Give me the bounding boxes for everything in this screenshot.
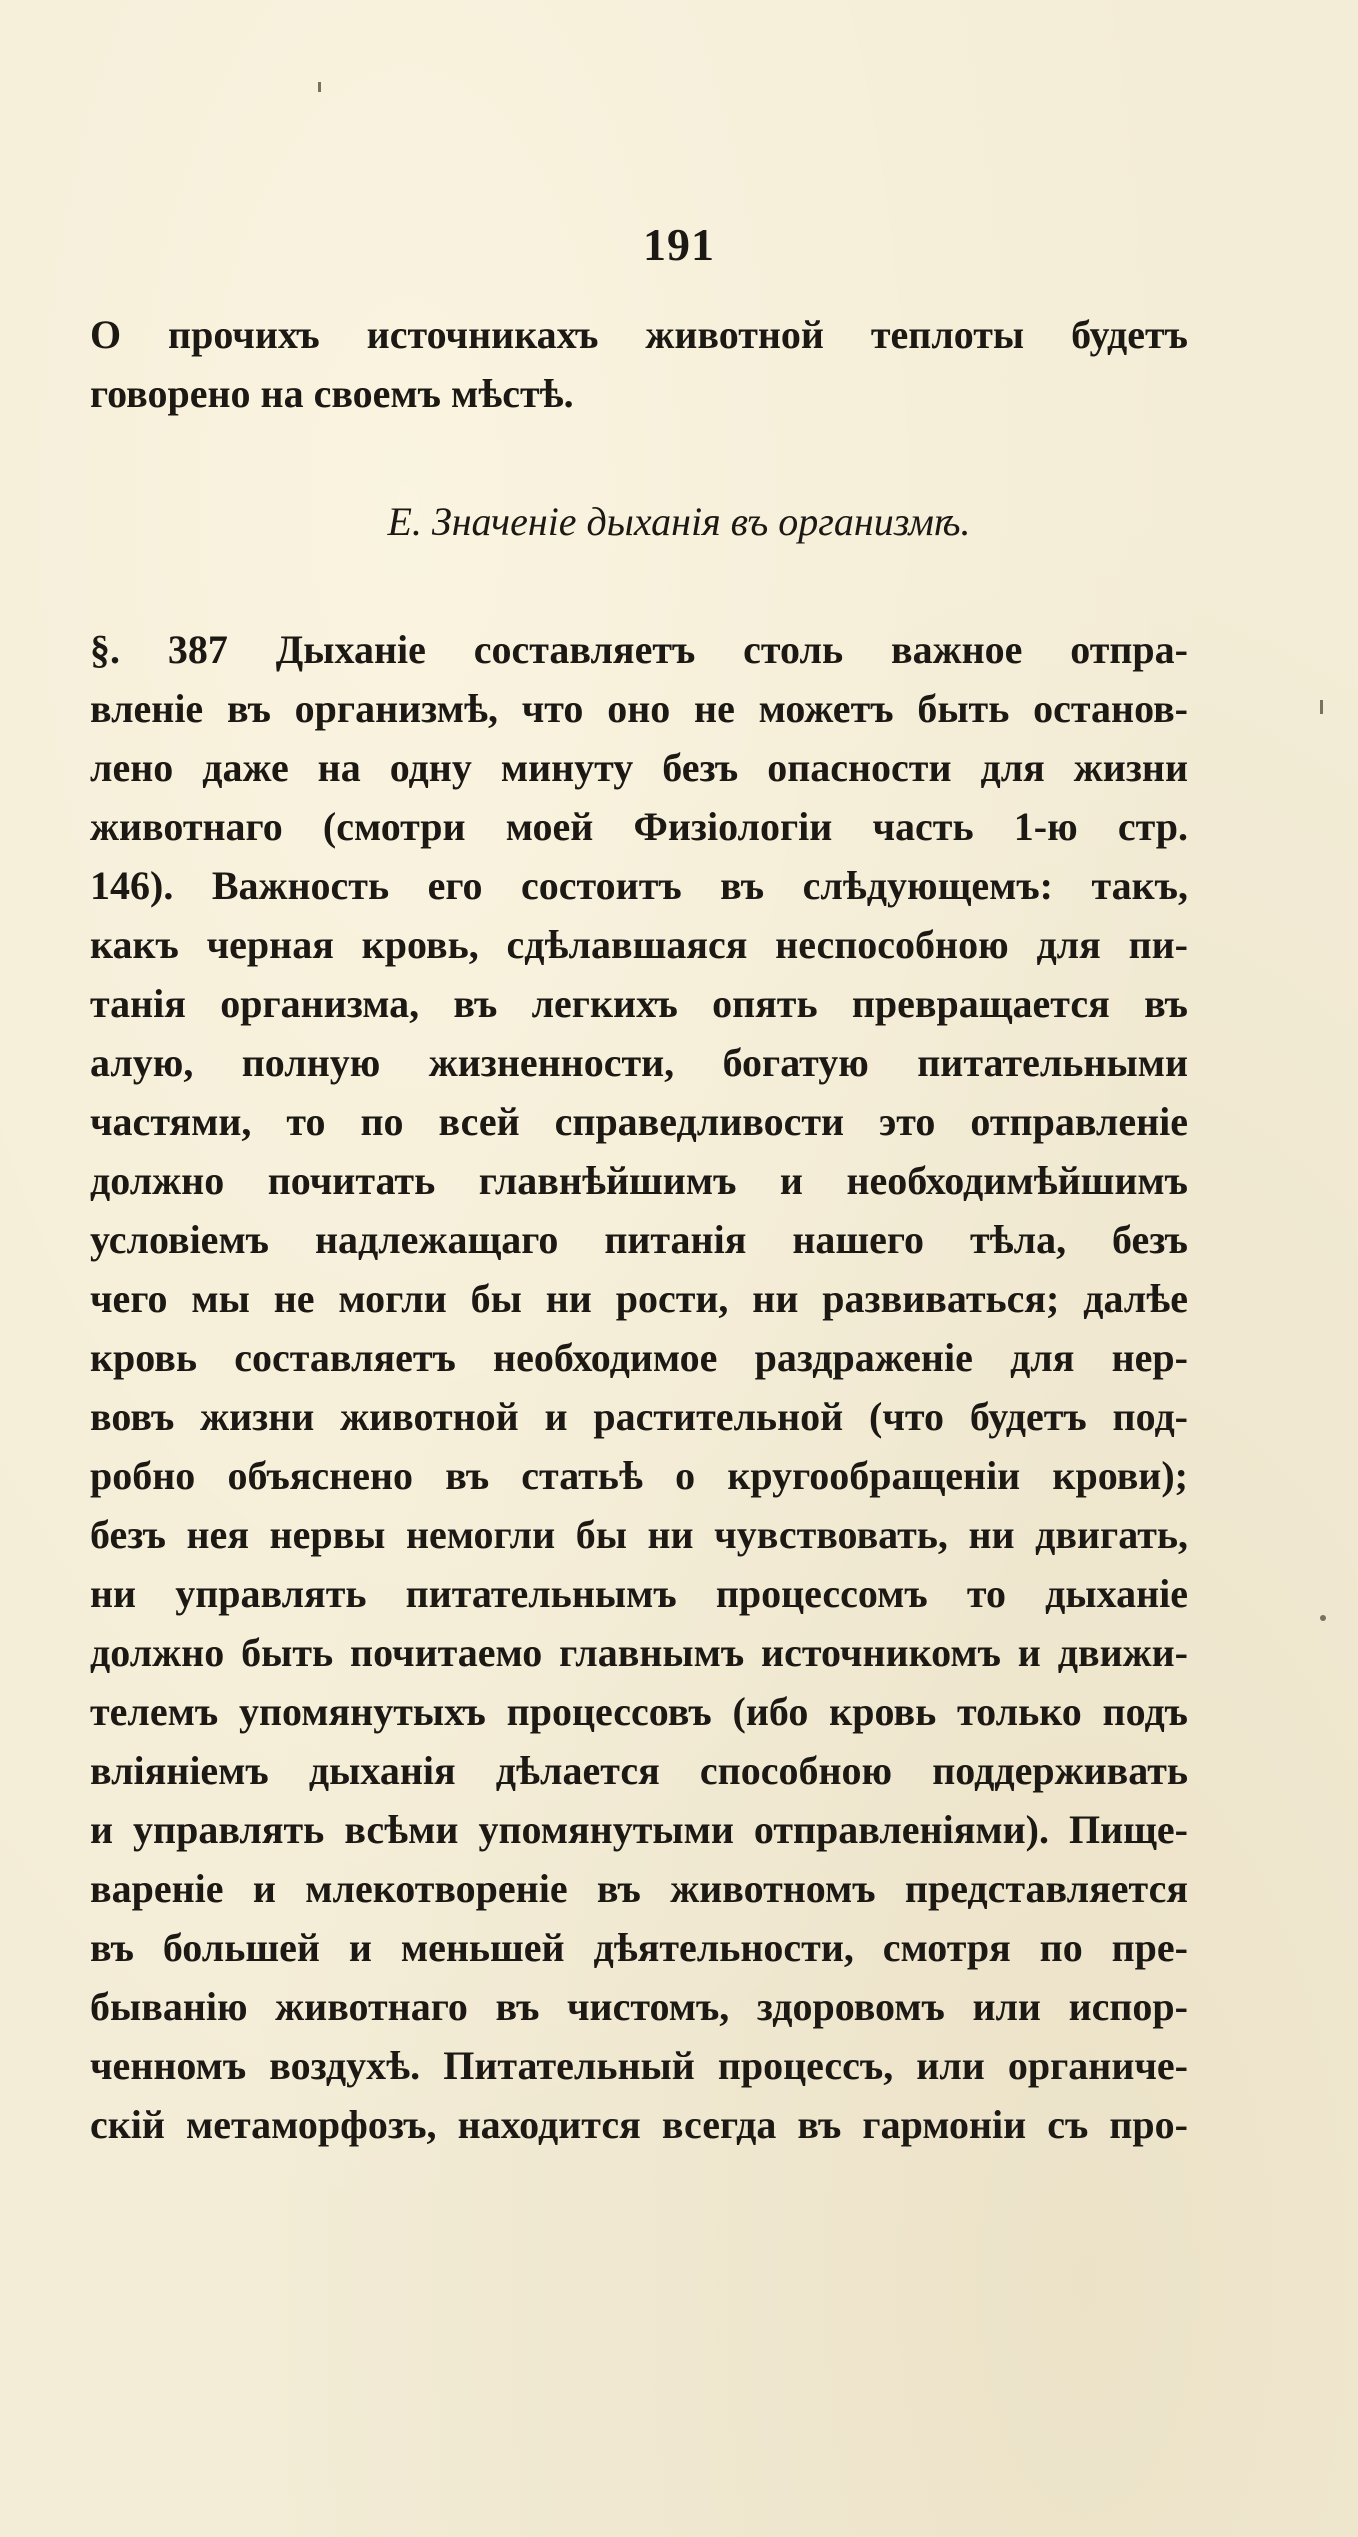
ink-speck [1320,1615,1326,1621]
text-line: какъ черная кровь, сдѣлавшаяся неспособною для пи- [90,922,1188,967]
intro-text [90,305,1188,423]
text-line: ченномъ воздухѣ. Питательный процессъ, или органиче- [90,2043,1188,2088]
text-line: вареніе и млекотвореніе въ животномъ представляется [90,1866,1188,1911]
text-line: быванію животнаго въ чистомъ, здоровомъ или испор- [90,1984,1188,2029]
text-line: животнаго (смотри моей Физіологіи часть 1-ю стр. [90,804,1188,849]
text-line: алую, полную жизненности, богатую питательными [90,1040,1188,1085]
text-line: вовъ жизни животной и растительной (что будетъ под- [90,1394,1188,1439]
text-line: §. 387 Дыханіе составляетъ столь важное отпра- [90,627,1188,672]
paragraph-387 [90,620,1188,2154]
text-line: танія организма, въ легкихъ опять превращается въ [90,981,1188,1026]
text-line: условіемъ надлежащаго питанія нашего тѣла, безъ [90,1217,1188,1262]
text-line: робно объяснено въ статьѣ о кругообращеніи крови); [90,1453,1188,1498]
text-line: и управлять всѣми упомянутыми отправленіями). Пище- [90,1807,1188,1852]
text-line: должно почитать главнѣйшимъ и необходимѣйшимъ [90,1158,1188,1203]
ink-speck [1320,700,1323,714]
text-line: вленіе въ организмѣ, что оно не можетъ быть останов- [90,686,1188,731]
text-line: кровь составляетъ необходимое раздраженіе для нер- [90,1335,1188,1380]
text-line: чего мы не могли бы ни рости, ни развиваться; далѣе [90,1276,1188,1321]
text-line: въ большей и меньшей дѣятельности, смотря по пре- [90,1925,1188,1970]
section-heading: Е. Значеніе дыханія въ организмѣ. [387,499,971,544]
text-line: лено даже на одну минуту безъ опасности для жизни [90,745,1188,790]
text-line: говорено на своемъ мѣстѣ. [90,371,574,416]
page-number: 191 [643,219,715,270]
text-line: частями, то по всей справедливости это отправленіе [90,1099,1188,1144]
text-line: вліяніемъ дыханія дѣлается способною поддерживать [90,1748,1188,1793]
ink-speck [318,82,321,92]
text-line: должно быть почитаемо главнымъ источникомъ и движи- [90,1630,1188,1675]
text-line: ни управлять питательнымъ процессомъ то дыханіе [90,1571,1188,1616]
text-line: 146). Важность его состоитъ въ слѣдующемъ: такъ, [90,863,1188,908]
text-line: скій метаморфозъ, находится всегда въ гармоніи съ про- [90,2102,1188,2147]
text-line: О прочихъ источникахъ животной теплоты будетъ [90,312,1188,357]
text-line: телемъ упомянутыхъ процессовъ (ибо кровь только подъ [90,1689,1188,1734]
text-line: безъ нея нервы немогли бы ни чувствовать, ни двигать, [90,1512,1188,1557]
